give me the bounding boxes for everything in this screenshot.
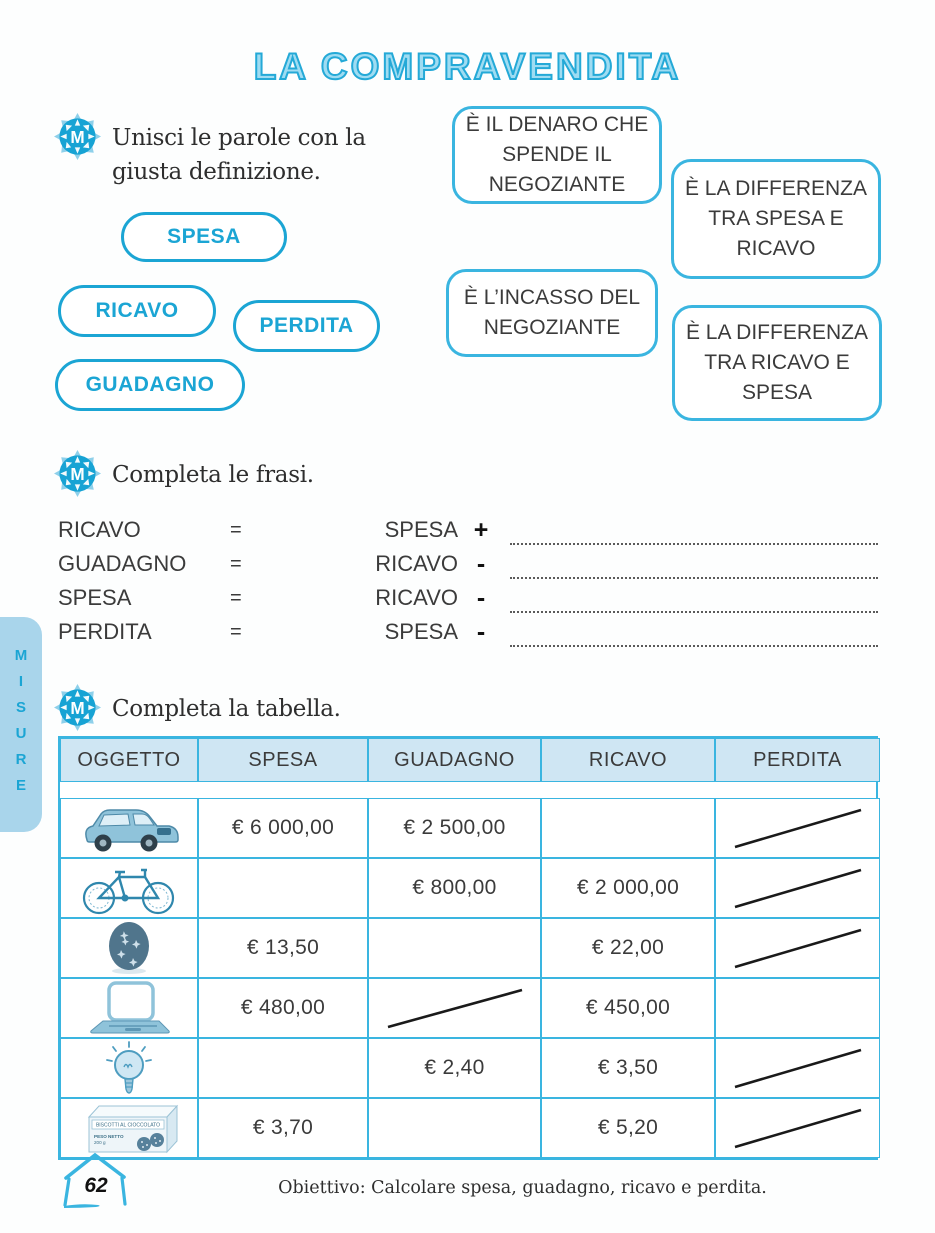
cell-spesa-empty[interactable] — [198, 1038, 368, 1098]
word-pill-ricavo[interactable]: RICAVO — [58, 285, 216, 337]
definition-box-denaro[interactable]: È IL DENARO CHE SPENDE IL NEGOZIANTE — [452, 106, 662, 204]
col-header-ricavo: RICAVO — [541, 738, 715, 782]
table-row-object-cell — [60, 1098, 198, 1158]
svg-text:BISCOTTI AL CIOCCOLATO: BISCOTTI AL CIOCCOLATO — [95, 1122, 161, 1129]
cell-spesa: € 480,00 — [198, 978, 368, 1038]
col-header-guadagno: GUADAGNO — [368, 738, 541, 782]
table-row-object-cell — [60, 798, 198, 858]
svg-text:M: M — [70, 126, 85, 147]
page-title: LA COMPRAVENDITA — [253, 46, 682, 87]
definition-box-incasso[interactable]: È L’INCASSO DEL NEGOZIANTE — [446, 269, 658, 357]
cell-perdita-empty[interactable] — [715, 978, 880, 1038]
exercise1-instruction: Unisci le parole con la giusta definizione. — [112, 125, 366, 185]
table-row-object-cell — [60, 978, 198, 1038]
cell-ricavo: € 2 000,00 — [541, 858, 715, 918]
crossed-out-line — [732, 926, 864, 970]
word-pill-spesa[interactable]: SPESA — [121, 212, 287, 262]
cell-guadagno: € 2 500,00 — [368, 798, 541, 858]
definition-box-diff-spesa[interactable]: È LA DIFFERENZA TRA SPESA E RICAVO — [671, 159, 881, 279]
cell-ricavo: € 3,50 — [541, 1038, 715, 1098]
cell-guadagno-crossed — [368, 978, 541, 1038]
col-header-oggetto: OGGETTO — [60, 738, 198, 782]
answer-line[interactable] — [510, 589, 878, 613]
cell-perdita-crossed — [715, 858, 880, 918]
cell-spesa: € 6 000,00 — [198, 798, 368, 858]
laptop-image — [79, 980, 179, 1036]
svg-text:M: M — [70, 697, 85, 718]
equation-term: SPESA — [384, 619, 458, 644]
table-row-object-cell — [60, 858, 198, 918]
equals-sign: = — [230, 620, 242, 643]
crossed-out-line — [732, 806, 864, 850]
svg-text:M: M — [70, 463, 85, 484]
page-objective: Obiettivo: Calcolare spesa, guadagno, ricavo e perdita. — [278, 1178, 767, 1198]
table-row-object-cell — [60, 918, 198, 978]
measure-badge-icon — [54, 684, 101, 731]
answer-line[interactable] — [510, 521, 878, 545]
cell-perdita-crossed — [715, 1038, 880, 1098]
word-pill-perdita[interactable]: PERDITA — [233, 300, 380, 352]
answer-line[interactable] — [510, 555, 878, 579]
word-pill-guadagno[interactable]: GUADAGNO — [55, 359, 245, 411]
biscuit-box-image — [71, 1099, 187, 1157]
equation-term: RICAVO — [58, 517, 141, 542]
equation-term: PERDITA — [58, 619, 152, 644]
bicycle-image — [79, 860, 179, 916]
equation-term: GUADAGNO — [58, 551, 187, 576]
operator-sign: + — [473, 515, 489, 544]
sidebar-tab-misure[interactable] — [0, 617, 42, 832]
equation-term: RICAVO — [375, 551, 458, 576]
cell-guadagno-empty[interactable] — [368, 1098, 541, 1158]
equals-sign: = — [230, 518, 242, 541]
operator-sign: - — [476, 549, 486, 578]
crossed-out-line — [732, 1046, 864, 1090]
equation-term: SPESA — [58, 585, 132, 610]
compravendita-table — [58, 736, 878, 1160]
col-header-spesa: SPESA — [198, 738, 368, 782]
cell-spesa-empty[interactable] — [198, 858, 368, 918]
operator-sign: - — [476, 583, 486, 612]
crossed-out-line — [732, 1106, 864, 1150]
cell-spesa: € 13,50 — [198, 918, 368, 978]
lightbulb-image — [84, 1040, 174, 1096]
page-number: 62 — [84, 1174, 108, 1197]
cell-perdita-crossed — [715, 1098, 880, 1158]
equation-term: SPESA — [384, 517, 458, 542]
cell-ricavo: € 450,00 — [541, 978, 715, 1038]
equation-row — [58, 581, 878, 615]
svg-text:PESO NETTO: PESO NETTO — [94, 1134, 124, 1139]
equals-sign: = — [230, 552, 242, 575]
cell-ricavo: € 22,00 — [541, 918, 715, 978]
cell-perdita-crossed — [715, 798, 880, 858]
crossed-out-line — [732, 866, 864, 910]
cell-guadagno-empty[interactable] — [368, 918, 541, 978]
crossed-out-line — [385, 986, 525, 1030]
equals-sign: = — [230, 586, 242, 609]
car-image — [77, 802, 181, 854]
cell-guadagno: € 2,40 — [368, 1038, 541, 1098]
equation-row — [58, 513, 878, 547]
exercise2-instruction: Completa le frasi. — [112, 462, 314, 488]
table-row-object-cell — [60, 1038, 198, 1098]
equation-term: RICAVO — [375, 585, 458, 610]
ball-image — [79, 920, 179, 976]
cell-perdita-crossed — [715, 918, 880, 978]
equation-row — [58, 615, 878, 649]
cell-guadagno: € 800,00 — [368, 858, 541, 918]
measure-badge-icon — [54, 113, 101, 160]
sidebar-tab-label: MISURE — [12, 646, 30, 803]
col-header-perdita: PERDITA — [715, 738, 880, 782]
definition-box-diff-ricavo[interactable]: È LA DIFFERENZA TRA RICAVO E SPESA — [672, 305, 882, 421]
answer-line[interactable] — [510, 623, 878, 647]
cell-spesa: € 3,70 — [198, 1098, 368, 1158]
measure-badge-icon — [54, 450, 101, 497]
exercise3-instruction: Completa la tabella. — [112, 696, 341, 722]
equation-row — [58, 547, 878, 581]
operator-sign: - — [476, 617, 486, 646]
cell-ricavo-empty[interactable] — [541, 798, 715, 858]
svg-text:200 g: 200 g — [94, 1140, 106, 1145]
cell-ricavo: € 5,20 — [541, 1098, 715, 1158]
